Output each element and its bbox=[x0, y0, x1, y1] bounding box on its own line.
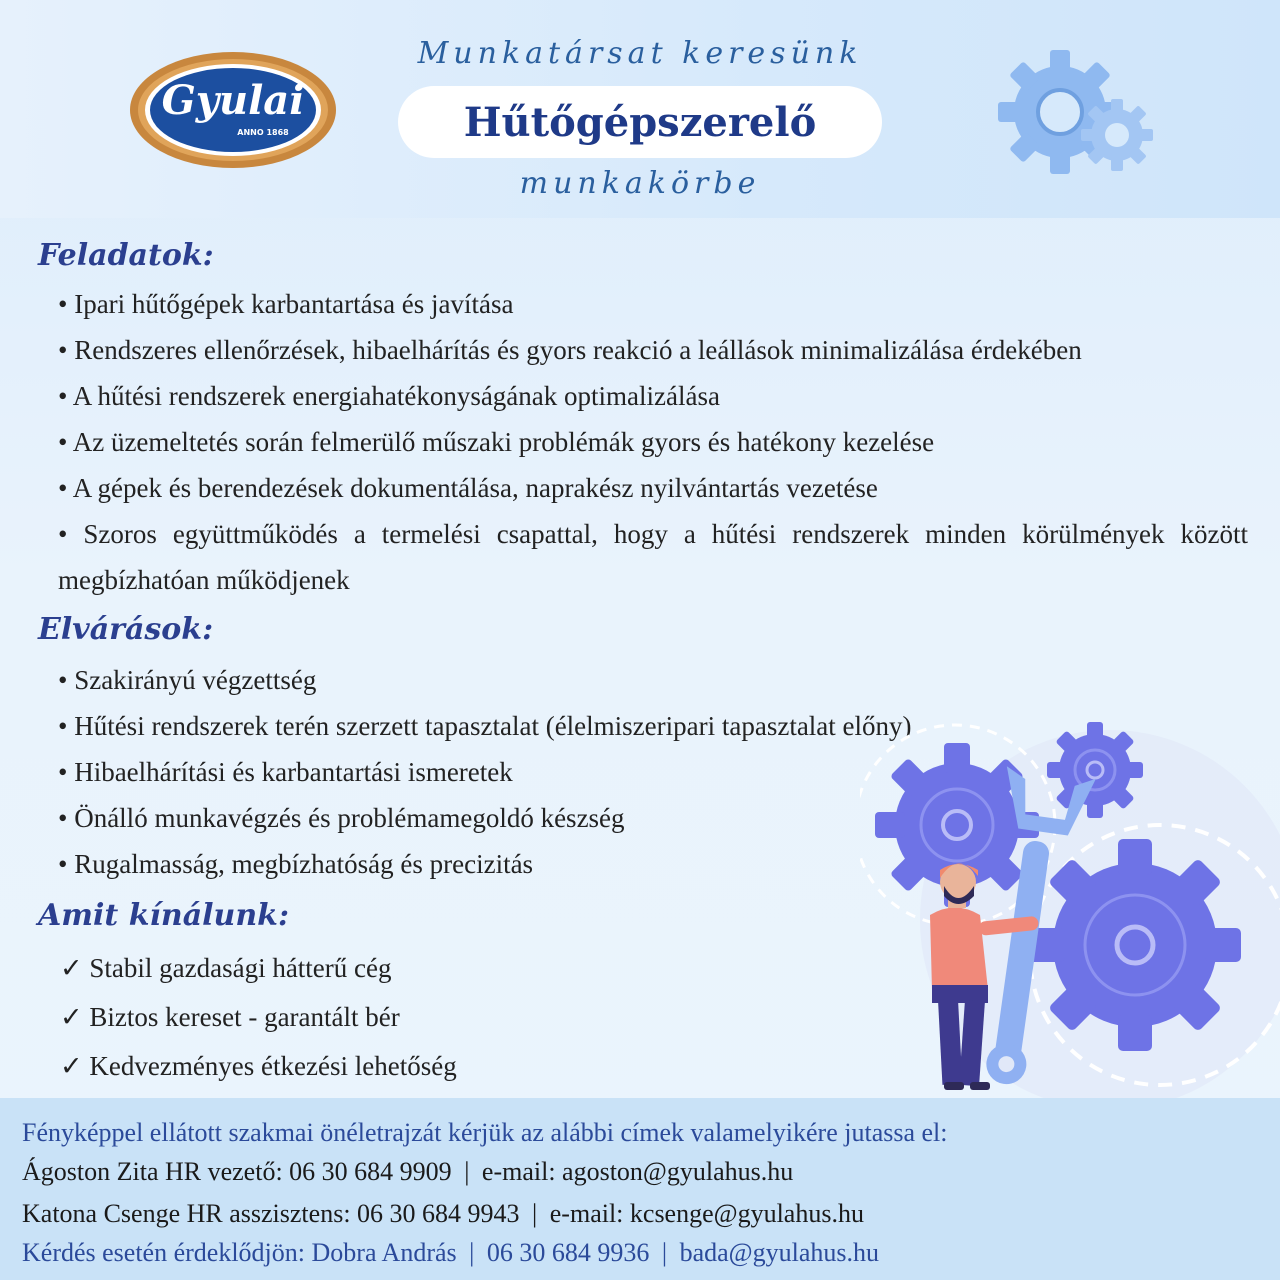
separator: | bbox=[464, 1157, 470, 1186]
list-item: • Önálló munkavégzés és problémamegoldó készség bbox=[58, 803, 625, 833]
contact-3-label: Kérdés esetén érdeklődjön: Dobra András bbox=[22, 1238, 457, 1267]
list-item: • Ipari hűtőgépek karbantartása és javítása bbox=[58, 289, 514, 319]
list-item: ✓ Biztos kereset - garantált bér bbox=[60, 1002, 400, 1032]
contact-2 bbox=[22, 1199, 864, 1229]
list-item: • Rendszeres ellenőrzések, hibaelhárítás és gyors reakció a leállások minimalizálása érdekében bbox=[58, 335, 1082, 365]
page-title: Hűtőgépszerelő bbox=[463, 98, 817, 146]
subtitle-bottom: munkakörbe bbox=[519, 166, 761, 201]
list-item: • Az üzemeltetés során felmerülő műszaki problémák gyors és hatékony kezelése bbox=[58, 427, 935, 457]
offer-list bbox=[60, 944, 457, 1091]
list-item: ✓ Stabil gazdasági hátterű cég bbox=[60, 953, 392, 983]
tasks-heading: Feladatok: bbox=[38, 238, 214, 273]
list-item: • Szoros együttműködés a termelési csapattal, hogy a hűtési rendszerek minden körülmények között megbízhatóan működjenek bbox=[58, 519, 1248, 595]
requirements-heading: Elvárások: bbox=[38, 612, 214, 647]
contact-3 bbox=[22, 1238, 879, 1268]
separator: | bbox=[532, 1199, 538, 1228]
logo-text: Gyulai bbox=[161, 77, 305, 124]
offer-heading: Amit kínálunk: bbox=[38, 898, 290, 933]
mechanic-illustration bbox=[860, 700, 1280, 1100]
requirements-list bbox=[58, 657, 912, 887]
list-item: • Hűtési rendszerek terén szerzett tapasztalat (élelmiszeripari tapasztalat előny) bbox=[58, 711, 912, 741]
contact-2-name: Katona Csenge HR asszisztens: 06 30 684 9943 bbox=[22, 1199, 520, 1228]
gyulai-logo bbox=[128, 50, 338, 170]
contact-1-name: Ágoston Zita HR vezető: 06 30 684 9909 bbox=[22, 1157, 452, 1186]
title-pill bbox=[398, 86, 882, 158]
list-item: • Szakirányú végzettség bbox=[58, 665, 317, 695]
separator: | bbox=[661, 1238, 668, 1267]
tasks-list bbox=[58, 281, 1248, 603]
list-item: ✓ Kedvezményes étkezési lehetőség bbox=[60, 1051, 457, 1081]
contact-1-email[interactable]: e-mail: agoston@gyulahus.hu bbox=[481, 1157, 794, 1186]
list-item: • A gépek és berendezések dokumentálása, naprakész nyilvántartás vezetése bbox=[58, 473, 878, 503]
list-item: • Rugalmasság, megbízhatóság és precizitás bbox=[58, 849, 534, 879]
gear-icon bbox=[1047, 722, 1143, 818]
contact-2-email[interactable]: e-mail: kcsenge@gyulahus.hu bbox=[549, 1199, 864, 1228]
separator: | bbox=[469, 1238, 475, 1267]
list-item: • A hűtési rendszerek energiahatékonyságának optimalizálása bbox=[58, 381, 720, 411]
subtitle-top: Munkatársat keresünk bbox=[417, 36, 863, 71]
list-item: • Hibaelhárítási és karbantartási ismeretek bbox=[58, 757, 513, 787]
contact-3-phone[interactable]: 06 30 684 9936 bbox=[486, 1238, 650, 1267]
contact-3-email[interactable]: bada@gyulahus.hu bbox=[679, 1238, 879, 1267]
gear-icon bbox=[1029, 839, 1241, 1051]
gears-icon bbox=[995, 50, 1160, 185]
contact-1 bbox=[22, 1157, 793, 1187]
logo-subtext: ANNO 1868 bbox=[237, 128, 289, 137]
footer-intro: Fényképpel ellátott szakmai önéletrajzát kérjük az alábbi címek valamelyikére jutassa el: bbox=[22, 1118, 948, 1147]
